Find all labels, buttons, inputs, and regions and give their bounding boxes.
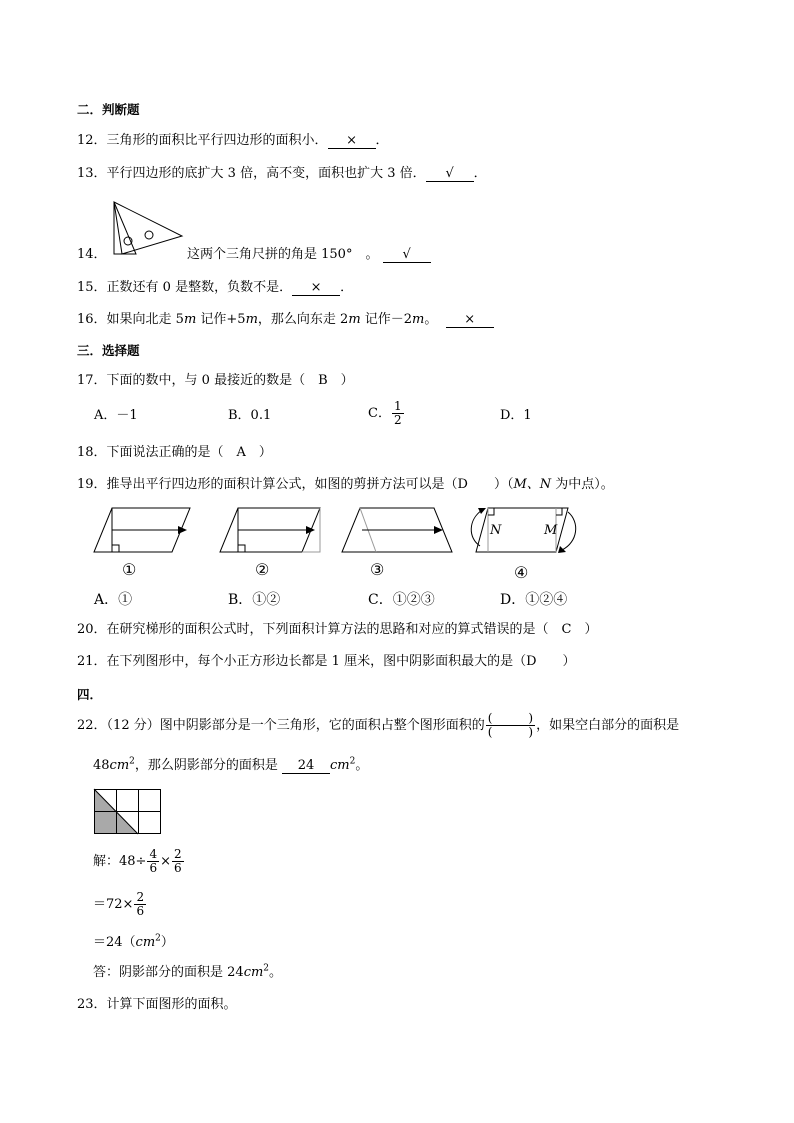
fraction-denominator: 6 <box>149 861 158 875</box>
fraction-two-sixths <box>172 848 184 875</box>
question-22-text-b: ，如果空白部分的面积是 <box>536 718 680 733</box>
set-square-figure <box>110 200 186 256</box>
question-17-option-c <box>368 400 405 427</box>
question-17-option-d: D．1 <box>500 408 532 423</box>
fraction-numerator: 4 <box>149 847 158 861</box>
question-19 <box>77 476 614 494</box>
cut-figure-4 <box>468 502 580 560</box>
unit-exponent: 2 <box>263 963 270 974</box>
fraction-denominator: 6 <box>173 861 182 875</box>
solution-answer-text: 答：阴影部分的面积是 24 <box>93 965 244 980</box>
unit-cm: cm <box>330 758 350 773</box>
question-19-text-b: 为中点）。 <box>551 477 614 492</box>
question-12-text: 12．三角形的面积比平行四边形的面积小． <box>77 133 328 148</box>
solution-answer-end: 。 <box>269 965 283 980</box>
unit-m: m <box>412 312 425 327</box>
question-16-text-d: 记作－2 <box>360 312 413 327</box>
question-19-option-d: D．①②④ <box>500 592 568 608</box>
question-23: 23．计算下面图形的面积。 <box>77 997 237 1012</box>
question-16 <box>77 311 494 329</box>
fig-number-3: ③ <box>370 560 385 579</box>
solution-step-3 <box>93 934 174 952</box>
question-16-text-e: 。 <box>424 312 438 327</box>
question-15-end: ． <box>340 280 354 295</box>
question-15-text: 15．正数还有 0 是整数，负数不是． <box>77 280 293 295</box>
times-sign: × <box>160 854 171 869</box>
area-value: 48 <box>93 758 110 773</box>
unit-exponent: 2 <box>129 756 135 767</box>
solution-step-1-prefix: 解：48÷ <box>93 854 147 869</box>
unit-m: m <box>348 312 361 327</box>
unit-cm: cm <box>243 965 264 980</box>
fig-number-2: ② <box>255 560 270 579</box>
question-15-answer: × <box>292 280 340 296</box>
question-12-end: ． <box>375 133 389 148</box>
question-19-option-c: C．①②③ <box>368 592 435 608</box>
question-12-answer: × <box>328 133 376 149</box>
question-14-text: 这两个三角尺拼的角是 150° 。 <box>187 247 379 262</box>
question-16-text-a: 16．如果向北走 5 <box>77 312 184 327</box>
shaded-grid-figure <box>94 789 162 835</box>
question-16-text-c: ，那么向东走 2 <box>257 312 349 327</box>
unit-cm: cm <box>109 758 130 773</box>
fraction-two-sixths <box>134 891 146 918</box>
question-14-answer: √ <box>383 247 431 263</box>
question-20: 20．在研究梯形的面积公式时，下列面积计算方法的思路和对应的算式错误的是（ C ） <box>77 622 598 637</box>
solution-step-2-prefix: ＝72× <box>93 897 134 912</box>
fraction-four-sixths <box>147 848 159 875</box>
question-22-line-2 <box>93 757 368 775</box>
question-21: 21．在下列图形中，每个小正方形边长都是 1 厘米，图中阴影面积最大的是（D ） <box>77 654 576 669</box>
question-22-text-d: 。 <box>355 758 369 773</box>
fraction-blank-numerator: ( ) <box>487 711 534 725</box>
question-19-text-a: 19．推导出平行四边形的面积计算公式，如图的剪拼方法可以是（D ）（ <box>77 477 514 492</box>
cut-figure-2 <box>220 506 324 556</box>
fraction-numerator: 2 <box>136 890 145 904</box>
question-18: 18．下面说法正确的是（ A ） <box>77 445 272 460</box>
section-title-four: 四． <box>77 687 103 702</box>
question-22-text-c: ，那么阴影部分的面积是 <box>134 758 283 773</box>
question-16-text-b: 记作+5 <box>196 312 246 327</box>
solution-answer <box>93 964 282 982</box>
unit-m: m <box>245 312 258 327</box>
cut-figure-1 <box>94 506 194 556</box>
fig-number-4: ④ <box>514 563 529 582</box>
fraction-denominator: 2 <box>393 413 402 427</box>
unit-m: m <box>183 312 197 327</box>
question-13-answer: √ <box>426 166 474 182</box>
question-17: 17．下面的数中，与 0 最接近的数是（ B ） <box>77 373 354 388</box>
question-13-end: ． <box>473 166 487 181</box>
solution-step-3-a: ＝24（ <box>93 935 136 950</box>
solution-step-2 <box>93 891 147 918</box>
question-12 <box>77 132 389 150</box>
question-14-body <box>187 246 431 264</box>
fraction-denominator: 6 <box>136 904 145 918</box>
fraction-blank <box>486 712 535 739</box>
question-13 <box>77 165 487 183</box>
unit-exponent: 2 <box>349 756 356 767</box>
cut-figure-3 <box>342 506 454 556</box>
question-22-answer: 24 <box>282 758 330 774</box>
question-13-text: 13．平行四边形的底扩大 3 倍，高不变，面积也扩大 3 倍． <box>77 166 426 181</box>
question-19-option-a: A．① <box>94 592 133 608</box>
question-22-line-1 <box>77 712 679 739</box>
fraction-one-half <box>392 400 404 427</box>
section-title-choice: 三．选择题 <box>77 343 140 358</box>
fig-label-n: N <box>490 523 502 538</box>
unit-cm: cm <box>135 935 156 950</box>
question-22-text-a: 22．（12 分）图中阴影部分是一个三角形，它的面积占整个图形面积的 <box>77 718 485 733</box>
fig-number-1: ① <box>122 560 137 579</box>
solution-step-3-b: ） <box>160 935 174 950</box>
option-c-prefix: C． <box>368 406 391 421</box>
fraction-numerator: 2 <box>173 847 182 861</box>
question-17-option-a: A．－1 <box>94 408 138 423</box>
fig-label-m: M <box>544 523 558 538</box>
question-15 <box>77 279 353 297</box>
fraction-blank-denominator: ( ) <box>487 725 534 739</box>
question-19-option-b: B．①② <box>228 592 281 608</box>
question-14 <box>77 246 107 264</box>
unit-exponent: 2 <box>155 933 161 944</box>
question-14-number: 14． <box>77 247 107 262</box>
question-16-answer: × <box>446 312 494 328</box>
midpoints-label: M、N <box>513 477 552 492</box>
solution-step-1 <box>93 848 185 875</box>
question-17-option-b: B．0.1 <box>228 408 272 423</box>
section-title-judgement: 二．判断题 <box>77 102 140 117</box>
fraction-numerator: 1 <box>393 399 402 413</box>
